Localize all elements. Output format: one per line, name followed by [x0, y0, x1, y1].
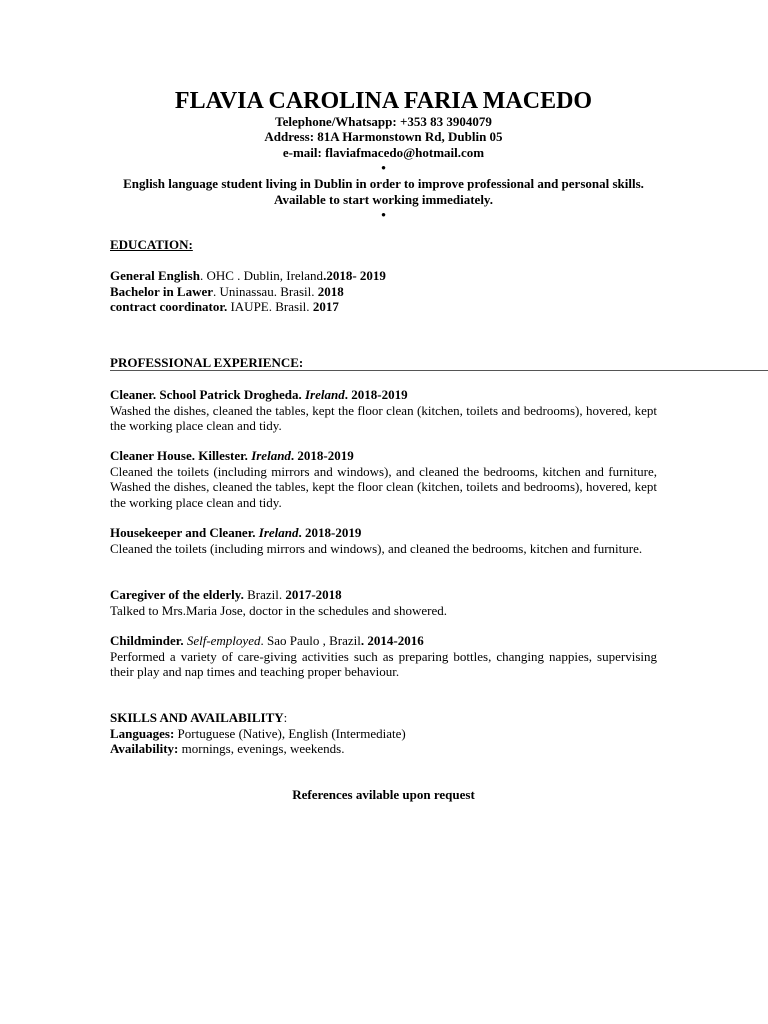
telephone: Telephone/Whatsapp: +353 83 3904079	[275, 114, 492, 129]
languages-label: Languages:	[110, 725, 175, 741]
job-years: . 2014-2016	[360, 633, 424, 648]
availability-label: Availability:	[110, 741, 179, 756]
summary-block	[110, 176, 657, 223]
job-description: Talked to Mrs.Maria Jose, doctor in the schedules and showered.	[110, 602, 448, 618]
education-list	[110, 268, 657, 315]
job-location: Ireland	[251, 448, 291, 463]
experience-item	[110, 525, 657, 556]
contact-block	[110, 114, 657, 175]
job-title: Cleaner. School Patrick Drogheda.	[110, 387, 305, 402]
job-years: 2017-2018	[285, 587, 342, 602]
experience-heading: PROFESSIONAL EXPERIENCE:	[110, 355, 304, 370]
education-item	[110, 299, 657, 315]
job-years: . 2018-2019	[298, 525, 362, 540]
job-location: Ireland	[305, 387, 345, 402]
job-location: . Sao Paulo , Brazil	[260, 633, 361, 648]
email: e-mail: flaviafmacedo@hotmail.com	[282, 144, 485, 160]
profile-summary: English language student living in Dublin in order to improve professional and personal skills. Available to start working immediately.	[123, 176, 644, 207]
education-year: 2017	[312, 299, 339, 314]
education-item	[110, 284, 657, 300]
job-title: Childminder.	[110, 633, 187, 648]
address: Address: 81A Harmonstown Rd, Dublin 05	[264, 129, 503, 145]
experience-item	[110, 387, 657, 434]
job-description: Washed the dishes, cleaned the tables, kept the floor clean (kitchen, toilets and bedrooms), hovered, kept the working place clean and tidy.	[110, 402, 657, 433]
education-year: .2018- 2019	[323, 268, 386, 283]
education-title: contract coordinator.	[110, 299, 228, 314]
job-employer: Self-employed	[186, 633, 261, 648]
job-years: . 2018-2019	[290, 448, 354, 463]
education-title: Bachelor in Lawer	[110, 283, 214, 299]
education-title: General English	[110, 268, 200, 283]
education-details: . Uninassau. Brasil.	[213, 283, 318, 299]
experience-item	[110, 448, 657, 510]
skills-heading: SKILLS AND AVAILABILITY	[110, 710, 284, 725]
job-title: Caregiver of the elderly.	[110, 587, 244, 602]
education-heading: EDUCATION:	[110, 237, 193, 252]
bullet-separator: •	[381, 159, 386, 175]
skills-section	[110, 710, 657, 757]
bullet-separator: •	[381, 207, 386, 222]
education-item	[110, 268, 657, 284]
availability-value: mornings, evenings, weekends.	[178, 741, 345, 756]
skills-heading-colon: :	[283, 710, 288, 725]
education-details: . OHC . Dublin, Ireland	[199, 268, 324, 283]
education-details: IAUPE. Brasil.	[227, 299, 313, 314]
job-description: Cleaned the toilets (including mirrors and windows), and cleaned the bedrooms, kitchen and furniture.	[110, 540, 643, 556]
job-years: . 2018-2019	[344, 387, 408, 402]
languages-value: Portuguese (Native), English (Intermediate)	[174, 725, 406, 741]
job-location: Brazil.	[243, 587, 286, 602]
job-description: Performed a variety of care-giving activities such as preparing bottles, changing nappies, supervising their play and nap times and teaching proper behaviour.	[110, 648, 657, 679]
job-title: Cleaner House. Killester.	[110, 448, 252, 463]
job-title: Housekeeper and Cleaner.	[110, 525, 259, 540]
candidate-name: FLAVIA CAROLINA FARIA MACEDO	[174, 88, 593, 114]
job-description: Cleaned the toilets (including mirrors and windows), and cleaned the bedrooms, kitchen and furniture, Washed the dishes, cleaned the tables, kept the floor clean (kitchen, toilets and bedrooms), hovered, kept the working place clean and tidy.	[110, 463, 657, 510]
experience-item	[110, 587, 657, 618]
job-location: Ireland	[258, 525, 299, 540]
experience-item	[110, 633, 657, 680]
education-year: 2018	[317, 283, 344, 299]
references-note: References avilable upon request	[292, 787, 475, 802]
